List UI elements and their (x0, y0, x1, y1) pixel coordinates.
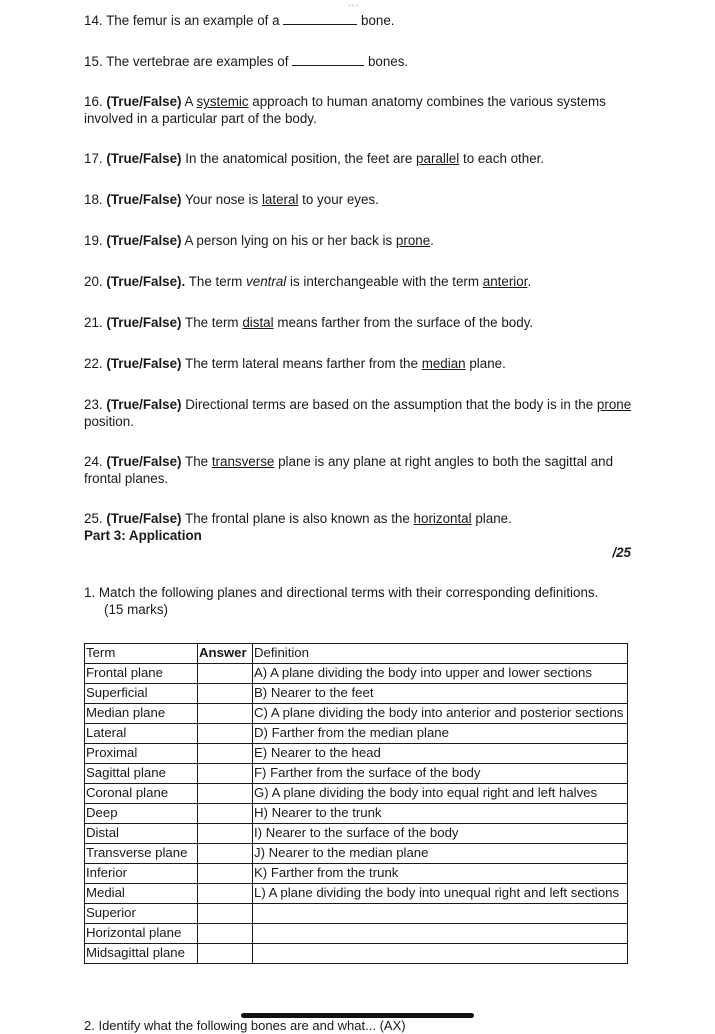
term-cell: Distal (85, 824, 198, 844)
true-false-label: (True/False) (106, 233, 182, 248)
answer-cell[interactable] (198, 784, 253, 804)
question-number: 21. (84, 315, 103, 330)
answer-cell[interactable] (198, 864, 253, 884)
question-number: 22. (84, 356, 103, 371)
answer-cell[interactable] (198, 924, 253, 944)
question-20 (84, 274, 644, 291)
definition-cell: B) Nearer to the feet (253, 684, 628, 704)
true-false-label: (True/False) (106, 511, 182, 526)
answer-cell[interactable] (198, 704, 253, 724)
answer-cell[interactable] (198, 664, 253, 684)
question-22 (84, 356, 644, 373)
term-cell: Lateral (85, 724, 198, 744)
true-false-label: (True/False) (106, 397, 182, 412)
answer-blank[interactable] (283, 12, 357, 25)
question-text: The frontal plane is also known as the (185, 511, 410, 526)
table-row (85, 904, 628, 924)
question-14 (84, 12, 644, 30)
term-cell: Proximal (85, 744, 198, 764)
underlined-term: prone (596, 397, 632, 412)
term-cell: Midsagittal plane (85, 944, 198, 964)
question-18 (84, 192, 644, 209)
table-body (85, 664, 628, 964)
part-3-heading: Part 3: Application (84, 528, 202, 543)
table-row (85, 884, 628, 904)
table-row (85, 924, 628, 944)
underlined-term: anterior (482, 274, 528, 289)
term-cell: Deep (85, 804, 198, 824)
answer-blank[interactable] (292, 53, 364, 66)
table-row (85, 864, 628, 884)
question-number: 17. (84, 151, 103, 166)
question-24 (84, 454, 644, 487)
question-number: 23. (84, 397, 103, 412)
question-text-middle: is interchangeable with the term (289, 274, 480, 289)
question-text-end: position. (84, 413, 134, 429)
question-number: 18. (84, 192, 103, 207)
table-row (85, 744, 628, 764)
question-text-end: to each other. (462, 151, 545, 166)
answer-cell[interactable] (198, 764, 253, 784)
true-false-label: (True/False) (106, 454, 182, 469)
question-number: 16. (84, 94, 103, 109)
question-text: The (185, 454, 209, 469)
term-cell: Median plane (85, 704, 198, 724)
answer-cell[interactable] (198, 804, 253, 824)
term-cell: Frontal plane (85, 664, 198, 684)
question-21 (84, 315, 644, 332)
question-text: The vertebrae are examples of (106, 54, 289, 69)
definition-header: Definition (253, 644, 628, 664)
question-16 (84, 94, 644, 127)
term-cell: Medial (85, 884, 198, 904)
question-text: The term (185, 315, 239, 330)
matching-question-text: 1. Match the following planes and directional terms with their corresponding definitions. (84, 585, 599, 600)
next-question-partial: 2. Identify what the following bones are and what... (AX) (84, 1018, 406, 1033)
question-text-end: approach to human anatomy combines the various systems involved in a particular part of the body. (84, 94, 606, 126)
definition-cell: K) Farther from the trunk (253, 864, 628, 884)
table-row (85, 844, 628, 864)
question-text-end: to your eyes. (302, 192, 379, 207)
question-19 (84, 233, 644, 250)
definition-cell (253, 904, 628, 924)
underlined-term: median (421, 356, 466, 371)
underlined-term: lateral (261, 192, 299, 207)
table-row (85, 764, 628, 784)
table-row (85, 804, 628, 824)
question-text: The term lateral means farther from the (185, 356, 418, 371)
matching-question (84, 585, 644, 618)
underlined-term: transverse (211, 454, 275, 469)
table-row (85, 944, 628, 964)
question-number: 15. (84, 54, 103, 69)
section-score: /25 (612, 545, 631, 560)
definition-cell: G) A plane dividing the body into equal right and left halves (253, 784, 628, 804)
question-text: The femur is an example of a (106, 13, 280, 28)
question-text: Directional terms are based on the assumption that the body is in the (185, 397, 594, 412)
answer-cell[interactable] (198, 904, 253, 924)
table-row (85, 684, 628, 704)
answer-cell[interactable] (198, 944, 253, 964)
table-row (85, 784, 628, 804)
question-text-end: bones. (367, 54, 409, 69)
answer-cell[interactable] (198, 684, 253, 704)
true-false-label: (True/False) (106, 315, 182, 330)
term-cell: Transverse plane (85, 844, 198, 864)
question-number: 20. (84, 274, 103, 289)
term-cell: Coronal plane (85, 784, 198, 804)
question-text-end: means farther from the surface of the body. (277, 315, 534, 330)
question-text-end: . (527, 274, 532, 289)
definition-cell: A) A plane dividing the body into upper and lower sections (253, 664, 628, 684)
term-cell: Sagittal plane (85, 764, 198, 784)
true-false-label: (True/False). (106, 274, 186, 289)
question-number: 19. (84, 233, 103, 248)
answer-cell[interactable] (198, 724, 253, 744)
top-drag-handle: ••• (348, 1, 360, 10)
question-23 (84, 397, 644, 430)
underlined-term: systemic (196, 94, 249, 109)
true-false-label: (True/False) (106, 151, 182, 166)
true-false-label: (True/False) (106, 94, 182, 109)
term-cell: Inferior (85, 864, 198, 884)
true-false-label: (True/False) (106, 192, 182, 207)
underlined-term: prone (395, 233, 431, 248)
question-text-end: bone. (361, 13, 395, 28)
matching-table (84, 643, 628, 964)
question-17 (84, 151, 644, 168)
answer-header: Answer (198, 644, 253, 664)
question-number: 14. (84, 13, 103, 28)
question-text: A (184, 94, 193, 109)
marks-label: (15 marks) (104, 601, 168, 617)
table-header-row (85, 644, 628, 664)
underlined-term: parallel (416, 151, 460, 166)
term-header: Term (85, 644, 198, 664)
underlined-term: horizontal (413, 511, 472, 526)
definition-cell: H) Nearer to the trunk (253, 804, 628, 824)
term-cell: Superficial (85, 684, 198, 704)
question-text: In the anatomical position, the feet are (185, 151, 413, 166)
question-25 (84, 511, 644, 528)
question-text-end: plane is any plane at right angles to both the sagittal and frontal planes. (84, 454, 614, 486)
answer-cell[interactable] (198, 744, 253, 764)
definition-cell: L) A plane dividing the body into unequal right and left sections (253, 884, 628, 904)
table-row (85, 664, 628, 684)
question-text: Your nose is (185, 192, 259, 207)
table-row (85, 824, 628, 844)
answer-cell[interactable] (198, 824, 253, 844)
term-cell: Horizontal plane (85, 924, 198, 944)
question-text-end: . (430, 233, 434, 248)
table-row (85, 724, 628, 744)
definition-cell: J) Nearer to the median plane (253, 844, 628, 864)
term-cell: Superior (85, 904, 198, 924)
question-text-end: plane. (469, 356, 506, 371)
definition-cell: E) Nearer to the head (253, 744, 628, 764)
question-text: A person lying on his or her back is (184, 233, 393, 248)
table-row (85, 704, 628, 724)
question-text-end: plane. (475, 511, 512, 526)
definition-cell: I) Nearer to the surface of the body (253, 824, 628, 844)
underlined-term: distal (242, 315, 274, 330)
answer-cell[interactable] (198, 844, 253, 864)
question-15 (84, 53, 644, 71)
question-number: 24. (84, 454, 103, 469)
definition-cell (253, 944, 628, 964)
question-number: 25. (84, 511, 103, 526)
true-false-label: (True/False) (106, 356, 182, 371)
definition-cell: D) Farther from the median plane (253, 724, 628, 744)
question-text: The term (188, 274, 243, 289)
definition-cell: C) A plane dividing the body into anterior and posterior sections (253, 704, 628, 724)
definition-cell (253, 924, 628, 944)
answer-cell[interactable] (198, 884, 253, 904)
definition-cell: F) Farther from the surface of the body (253, 764, 628, 784)
italic-term: ventral (246, 274, 287, 289)
